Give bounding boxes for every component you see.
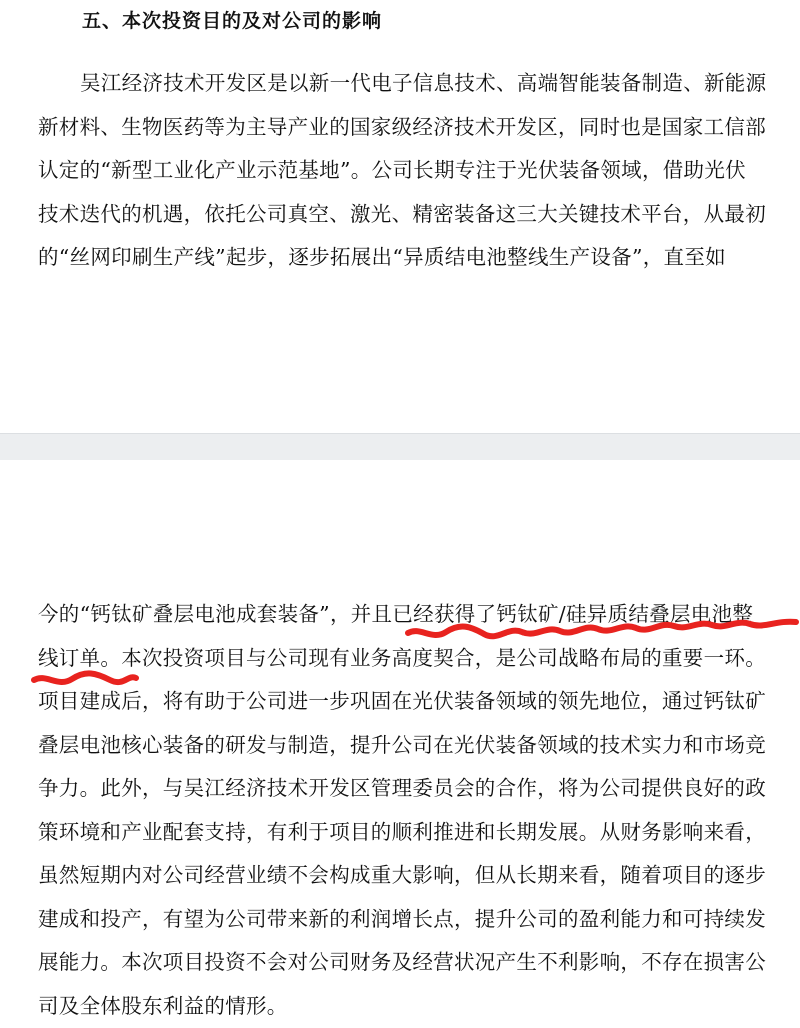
text-line: 司及全体股东利益的情形。 (38, 985, 788, 1028)
text-line: 争力。此外，与吴江经济技术开发区管理委员会的合作，将为公司提供良好的政 (38, 767, 788, 811)
text-line: 叠层电池核心装备的研发与制造，提升公司在光伏装备领域的技术实力和市场竞 (38, 724, 788, 768)
text-line: 策环境和产业配套支持，有利于项目的顺利推进和长期发展。从财务影响来看， (38, 811, 788, 855)
section-heading: 五、本次投资目的及对公司的影响 (82, 6, 382, 33)
document-page-top (0, 0, 800, 433)
text-line: 认定的“新型工业化产业示范基地”。公司长期专注于光伏装备领域，借助光伏 (38, 149, 788, 193)
text-line: 吴江经济技术开发区是以新一代电子信息技术、高端智能装备制造、新能源 (38, 62, 788, 106)
document-page-bottom (0, 460, 800, 1024)
page-separator (0, 433, 800, 461)
text-line: 新材料、生物医药等为主导产业的国家级经济技术开发区，同时也是国家工信部 (38, 106, 788, 150)
text-line: 展能力。本次项目投资不会对公司财务及经营状况产生不利影响，不存在损害公 (38, 941, 788, 985)
text-line: 建成和投产，有望为公司带来新的利润增长点，提升公司的盈利能力和可持续发 (38, 898, 788, 942)
text-line: 的“丝网印刷生产线”起步，逐步拓展出“异质结电池整线生产设备”，直至如 (38, 236, 788, 280)
paragraph-continued (38, 593, 788, 1028)
text-line: 虽然短期内对公司经营业绩不会构成重大影响，但从长期来看，随着项目的逐步 (38, 854, 788, 898)
paragraph-intro (38, 62, 788, 280)
text-line: 线订单。本次投资项目与公司现有业务高度契合，是公司战略布局的重要一环。 (38, 637, 788, 681)
text-line: 项目建成后，将有助于公司进一步巩固在光伏装备领域的领先地位，通过钙钛矿 (38, 680, 788, 724)
text-line: 技术迭代的机遇，依托公司真空、激光、精密装备这三大关键技术平台，从最初 (38, 193, 788, 237)
text-line: 今的“钙钛矿叠层电池成套装备”，并且已经获得了钙钛矿/硅异质结叠层电池整 (38, 593, 788, 637)
